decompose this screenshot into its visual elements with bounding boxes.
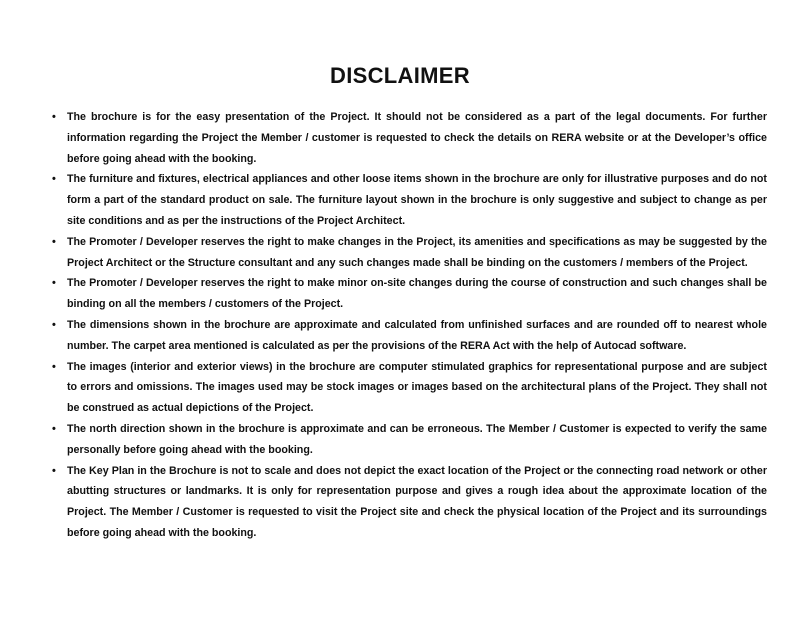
list-item-text: The furniture and fixtures, electrical appliances and other loose items shown in the brochure are only for illustrative purposes and do not form a part of the standard product on sale. The furniture layout shown in the brochure is only suggestive and subject to change as per site conditions and as per the instructions of the Project Architect. [67, 173, 767, 227]
bullet-icon: • [52, 422, 56, 435]
list-item [52, 273, 767, 315]
list-item [52, 232, 767, 274]
bullet-icon: • [52, 235, 56, 248]
page-title: DISCLAIMER [330, 63, 470, 88]
list-item-text: The Key Plan in the Brochure is not to scale and does not depict the exact location of the Project or the connecting road network or other abutting structures or landmarks. It is only for representation purpose and gives a rough idea about the approximate location of the Project. The Member / Customer is requested to visit the Project site and check the physical location of the Project and its surroundings before going ahead with the booking. [67, 464, 767, 539]
disclaimer-list [52, 107, 767, 544]
list-item-text: The images (interior and exterior views) in the brochure are computer stimulated graphics for representational purpose and are subject to errors and omissions. The images used may be stock images or images based on the architectural plans of the Project. They shall not be construed as actual depictions of the Project. [67, 360, 767, 415]
list-item-text: The brochure is for the easy presentation of the Project. It should not be considered as a part of the legal documents. For further information regarding the Project the Member / customer is requested to check the details on RERA website or at the Developer’s office before going ahead with the booking. [67, 111, 767, 165]
list-item [52, 107, 767, 169]
list-item-text: The north direction shown in the brochure is approximate and can be erroneous. The Member / Customer is expected to verify the same personally before going ahead with the booking. [67, 422, 767, 456]
list-item-text: The Promoter / Developer reserves the right to make changes in the Project, its amenities and specifications as may be suggested by the Project Architect or the Structure consultant and any such changes made shall be binding on the customers / members of the Project. [67, 235, 767, 269]
list-item [52, 357, 767, 419]
list-item-text: The Promoter / Developer reserves the right to make minor on-site changes during the course of construction and such changes shall be binding on all the members / customers of the Project. [67, 277, 767, 311]
list-item [52, 461, 767, 544]
bullet-icon: • [52, 111, 56, 123]
bullet-icon: • [52, 360, 56, 373]
list-item-text: The dimensions shown in the brochure are approximate and calculated from unfinished surfaces and are rounded off to nearest whole number. The carpet area mentioned is calculated as per the provisions of the RERA Act with the help of Autocad software. [67, 318, 767, 352]
bullet-icon: • [52, 277, 56, 290]
bullet-icon: • [52, 318, 56, 331]
bullet-icon: • [52, 464, 56, 477]
list-item [52, 315, 767, 357]
bullet-icon: • [52, 173, 56, 186]
list-item [52, 419, 767, 461]
list-item [52, 169, 767, 231]
